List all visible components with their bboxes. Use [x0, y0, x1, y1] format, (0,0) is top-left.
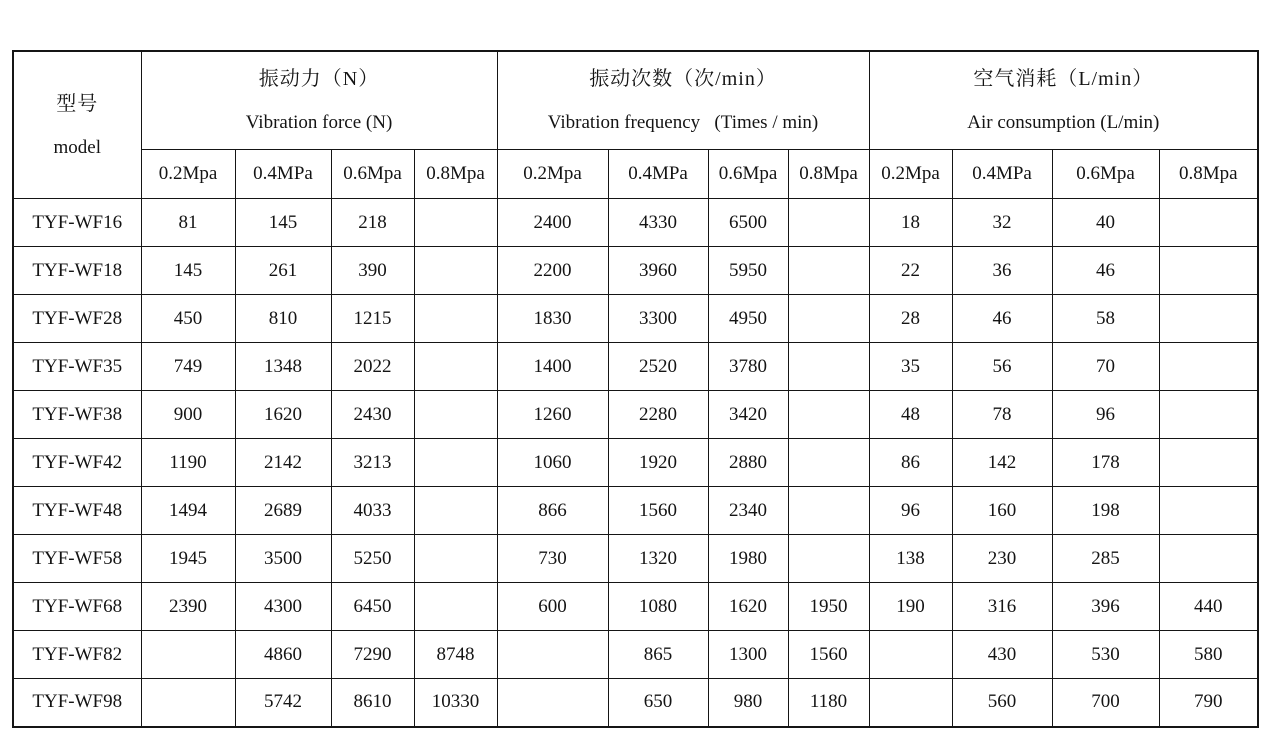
value-cell: 1920 — [608, 439, 708, 487]
value-cell: 6500 — [708, 199, 788, 247]
value-cell: 3420 — [708, 391, 788, 439]
value-cell: 22 — [869, 247, 952, 295]
value-cell — [497, 679, 608, 727]
pressure-header: 0.2Mpa — [497, 150, 608, 199]
value-cell: 28 — [869, 295, 952, 343]
pressure-header-row — [13, 150, 1258, 199]
value-cell: 145 — [141, 247, 235, 295]
value-cell: 160 — [952, 487, 1052, 535]
pressure-header: 0.8Mpa — [414, 150, 497, 199]
value-cell: 96 — [1052, 391, 1159, 439]
value-cell: 3500 — [235, 535, 331, 583]
value-cell: 1560 — [608, 487, 708, 535]
table-row — [13, 679, 1258, 727]
value-cell: 1320 — [608, 535, 708, 583]
model-header-en: model — [53, 136, 101, 158]
model-cell: TYF-WF58 — [13, 535, 141, 583]
value-cell: 1260 — [497, 391, 608, 439]
value-cell — [414, 199, 497, 247]
value-cell: 178 — [1052, 439, 1159, 487]
value-cell: 36 — [952, 247, 1052, 295]
pressure-header: 0.2Mpa — [141, 150, 235, 199]
value-cell: 6450 — [331, 583, 414, 631]
value-cell: 2880 — [708, 439, 788, 487]
value-cell — [141, 679, 235, 727]
air-consumption-group-header — [869, 51, 1258, 150]
value-cell: 866 — [497, 487, 608, 535]
pressure-header: 0.6Mpa — [1052, 150, 1159, 199]
value-cell — [414, 295, 497, 343]
value-cell: 230 — [952, 535, 1052, 583]
vibration-force-group-header — [141, 51, 497, 150]
value-cell: 18 — [869, 199, 952, 247]
value-cell: 5950 — [708, 247, 788, 295]
vibration-frequency-header-en: Vibration frequency (Times / min) — [547, 112, 819, 133]
value-cell: 4860 — [235, 631, 331, 679]
value-cell — [788, 199, 869, 247]
table-row — [13, 439, 1258, 487]
value-cell — [788, 343, 869, 391]
table-row — [13, 583, 1258, 631]
value-cell: 5250 — [331, 535, 414, 583]
value-cell: 142 — [952, 439, 1052, 487]
value-cell: 1080 — [608, 583, 708, 631]
value-cell — [788, 535, 869, 583]
value-cell: 138 — [869, 535, 952, 583]
value-cell: 8748 — [414, 631, 497, 679]
value-cell: 1945 — [141, 535, 235, 583]
value-cell: 440 — [1159, 583, 1258, 631]
air-consumption-header-en: Air consumption (L/min) — [967, 112, 1160, 133]
value-cell: 1215 — [331, 295, 414, 343]
value-cell: 450 — [141, 295, 235, 343]
table-row — [13, 343, 1258, 391]
pressure-header: 0.8Mpa — [1159, 150, 1258, 199]
model-cell: TYF-WF82 — [13, 631, 141, 679]
model-cell: TYF-WF28 — [13, 295, 141, 343]
value-cell: 390 — [331, 247, 414, 295]
value-cell: 730 — [497, 535, 608, 583]
air-consumption-header-zh: 空气消耗（L/min） — [973, 68, 1154, 90]
value-cell: 3780 — [708, 343, 788, 391]
model-cell: TYF-WF18 — [13, 247, 141, 295]
value-cell: 1620 — [708, 583, 788, 631]
value-cell: 749 — [141, 343, 235, 391]
value-cell: 1400 — [497, 343, 608, 391]
model-cell: TYF-WF98 — [13, 679, 141, 727]
value-cell: 560 — [952, 679, 1052, 727]
value-cell: 8610 — [331, 679, 414, 727]
value-cell — [788, 487, 869, 535]
value-cell — [141, 631, 235, 679]
value-cell: 190 — [869, 583, 952, 631]
value-cell: 3960 — [608, 247, 708, 295]
value-cell: 48 — [869, 391, 952, 439]
value-cell: 1494 — [141, 487, 235, 535]
value-cell: 285 — [1052, 535, 1159, 583]
table-row — [13, 295, 1258, 343]
value-cell: 2400 — [497, 199, 608, 247]
value-cell: 2022 — [331, 343, 414, 391]
value-cell: 86 — [869, 439, 952, 487]
value-cell: 530 — [1052, 631, 1159, 679]
spec-table — [12, 50, 1259, 728]
vibration-force-header-en: Vibration force (N) — [245, 112, 393, 133]
value-cell: 790 — [1159, 679, 1258, 727]
value-cell: 430 — [952, 631, 1052, 679]
value-cell: 56 — [952, 343, 1052, 391]
table-row — [13, 535, 1258, 583]
value-cell: 396 — [1052, 583, 1159, 631]
pressure-header: 0.2Mpa — [869, 150, 952, 199]
value-cell — [788, 247, 869, 295]
value-cell: 5742 — [235, 679, 331, 727]
value-cell: 40 — [1052, 199, 1159, 247]
table-row — [13, 391, 1258, 439]
value-cell: 600 — [497, 583, 608, 631]
header-group-row — [13, 51, 1258, 150]
value-cell — [1159, 535, 1258, 583]
value-cell: 145 — [235, 199, 331, 247]
value-cell — [414, 487, 497, 535]
pressure-header: 0.4MPa — [235, 150, 331, 199]
value-cell — [1159, 391, 1258, 439]
value-cell: 900 — [141, 391, 235, 439]
value-cell: 1830 — [497, 295, 608, 343]
value-cell — [1159, 343, 1258, 391]
value-cell — [788, 439, 869, 487]
value-cell — [414, 343, 497, 391]
value-cell: 218 — [331, 199, 414, 247]
model-column-header — [13, 51, 141, 199]
value-cell — [414, 439, 497, 487]
value-cell: 980 — [708, 679, 788, 727]
value-cell: 96 — [869, 487, 952, 535]
value-cell: 650 — [608, 679, 708, 727]
value-cell: 1950 — [788, 583, 869, 631]
model-cell: TYF-WF42 — [13, 439, 141, 487]
value-cell — [1159, 295, 1258, 343]
value-cell: 70 — [1052, 343, 1159, 391]
value-cell: 3300 — [608, 295, 708, 343]
value-cell: 2689 — [235, 487, 331, 535]
table-row — [13, 487, 1258, 535]
vibration-frequency-header-zh: 振动次数（次/min） — [589, 68, 777, 90]
value-cell: 78 — [952, 391, 1052, 439]
model-cell: TYF-WF68 — [13, 583, 141, 631]
value-cell — [414, 247, 497, 295]
value-cell — [414, 391, 497, 439]
value-cell: 4300 — [235, 583, 331, 631]
value-cell — [788, 295, 869, 343]
value-cell — [1159, 199, 1258, 247]
value-cell: 2430 — [331, 391, 414, 439]
value-cell: 4330 — [608, 199, 708, 247]
value-cell: 1300 — [708, 631, 788, 679]
table-row — [13, 199, 1258, 247]
value-cell: 1348 — [235, 343, 331, 391]
pressure-header: 0.4MPa — [952, 150, 1052, 199]
value-cell: 2340 — [708, 487, 788, 535]
table-body — [13, 199, 1258, 727]
value-cell: 1060 — [497, 439, 608, 487]
value-cell — [1159, 487, 1258, 535]
value-cell: 580 — [1159, 631, 1258, 679]
value-cell: 46 — [952, 295, 1052, 343]
value-cell: 2390 — [141, 583, 235, 631]
table-row — [13, 247, 1258, 295]
value-cell: 1190 — [141, 439, 235, 487]
value-cell: 700 — [1052, 679, 1159, 727]
vibration-frequency-group-header — [497, 51, 869, 150]
value-cell: 4950 — [708, 295, 788, 343]
model-header-zh: 型号 — [56, 92, 99, 115]
value-cell: 1980 — [708, 535, 788, 583]
model-cell: TYF-WF35 — [13, 343, 141, 391]
value-cell — [1159, 247, 1258, 295]
value-cell — [1159, 439, 1258, 487]
value-cell: 1180 — [788, 679, 869, 727]
pressure-header: 0.8Mpa — [788, 150, 869, 199]
value-cell: 2142 — [235, 439, 331, 487]
pressure-header: 0.4MPa — [608, 150, 708, 199]
value-cell — [788, 391, 869, 439]
value-cell: 10330 — [414, 679, 497, 727]
value-cell: 7290 — [331, 631, 414, 679]
table-row — [13, 631, 1258, 679]
value-cell — [869, 679, 952, 727]
value-cell — [414, 535, 497, 583]
value-cell: 1620 — [235, 391, 331, 439]
value-cell: 81 — [141, 199, 235, 247]
pressure-header: 0.6Mpa — [708, 150, 788, 199]
model-cell: TYF-WF38 — [13, 391, 141, 439]
value-cell: 316 — [952, 583, 1052, 631]
value-cell: 2280 — [608, 391, 708, 439]
model-cell: TYF-WF48 — [13, 487, 141, 535]
value-cell: 35 — [869, 343, 952, 391]
value-cell: 261 — [235, 247, 331, 295]
pressure-header: 0.6Mpa — [331, 150, 414, 199]
vibration-force-header-zh: 振动力（N） — [258, 68, 380, 90]
value-cell: 810 — [235, 295, 331, 343]
value-cell — [869, 631, 952, 679]
value-cell: 865 — [608, 631, 708, 679]
value-cell: 4033 — [331, 487, 414, 535]
model-cell: TYF-WF16 — [13, 199, 141, 247]
value-cell: 58 — [1052, 295, 1159, 343]
value-cell: 2200 — [497, 247, 608, 295]
value-cell: 2520 — [608, 343, 708, 391]
value-cell — [414, 583, 497, 631]
value-cell: 1560 — [788, 631, 869, 679]
value-cell: 198 — [1052, 487, 1159, 535]
value-cell — [497, 631, 608, 679]
value-cell: 3213 — [331, 439, 414, 487]
value-cell: 32 — [952, 199, 1052, 247]
value-cell: 46 — [1052, 247, 1159, 295]
